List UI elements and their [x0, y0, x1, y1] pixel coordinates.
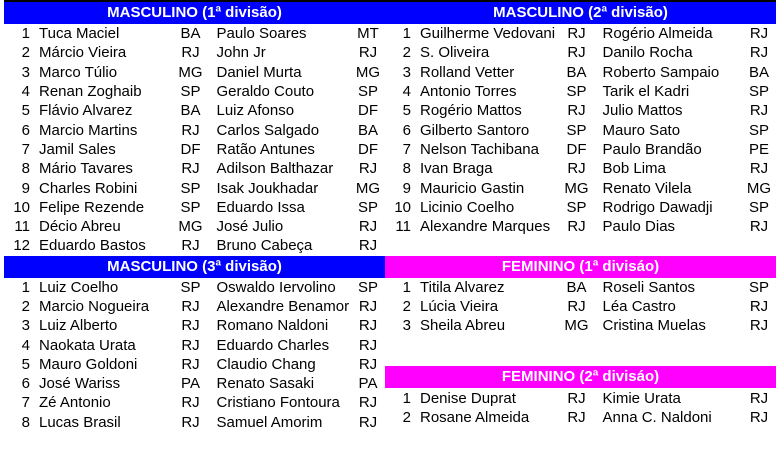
rank-number: 7 — [402, 140, 411, 158]
state-code: DF — [358, 140, 378, 158]
player-name: Oswaldo Iervolino — [216, 278, 336, 296]
player-name: S. Oliveira — [420, 44, 490, 62]
rank-number: 3 — [21, 63, 30, 81]
left-column — [4, 2, 385, 432]
player-name: Luiz Coelho — [39, 278, 119, 296]
state-code: RJ — [567, 408, 586, 426]
state-code: RJ — [567, 160, 586, 178]
state-code: RJ — [567, 44, 586, 62]
state-code: SP — [748, 83, 769, 101]
player-name: Titila Alvarez — [420, 278, 505, 296]
player-name: Roberto Sampaio — [602, 63, 720, 81]
state-code: PE — [748, 140, 769, 158]
rank-number: 5 — [402, 102, 411, 120]
player-row — [4, 413, 385, 432]
state-code: RJ — [749, 44, 769, 62]
section-rows-feminino-1 — [385, 278, 776, 336]
state-code: MG — [564, 317, 589, 335]
player-name: Charles Robini — [39, 179, 138, 197]
player-name: Daniel Murta — [216, 63, 302, 81]
player-name: Paulo Brandão — [602, 140, 702, 158]
player-name: Guilherme Vedovani — [420, 25, 556, 43]
state-code: BA — [566, 63, 587, 81]
state-code: RJ — [567, 25, 586, 43]
player-name: Flávio Alvarez — [39, 102, 133, 120]
state-code: BA — [566, 278, 587, 296]
player-name: Isak Joukhadar — [216, 179, 319, 197]
section-rows-masculino-2 — [385, 24, 776, 236]
player-name: Paulo Dias — [602, 218, 676, 236]
state-code: RJ — [181, 355, 200, 373]
player-row — [385, 101, 776, 120]
state-code: DF — [566, 140, 587, 158]
player-row — [4, 198, 385, 217]
player-row — [4, 82, 385, 101]
state-code: RJ — [358, 317, 378, 335]
rank-number: 8 — [21, 413, 30, 431]
player-row — [4, 43, 385, 62]
player-row — [385, 140, 776, 159]
rank-number: 1 — [402, 389, 411, 407]
state-code: RJ — [358, 218, 378, 236]
state-code: MG — [564, 179, 589, 197]
player-name: Renan Zoghaib — [39, 83, 142, 101]
player-name: Zé Antonio — [39, 394, 111, 412]
player-name: Mauricio Gastin — [420, 179, 525, 197]
state-code: MG — [355, 63, 381, 81]
state-code: RJ — [358, 160, 378, 178]
player-row — [4, 355, 385, 374]
player-name: Décio Abreu — [39, 218, 121, 236]
state-code: SP — [180, 278, 201, 296]
player-row — [4, 140, 385, 159]
state-code: RJ — [181, 44, 200, 62]
rank-number: 4 — [21, 83, 30, 101]
player-name: Renato Sasaki — [216, 375, 315, 393]
player-row — [4, 335, 385, 354]
state-code: RJ — [181, 298, 200, 315]
rank-number: 4 — [402, 83, 411, 101]
state-code: DF — [180, 140, 201, 158]
player-name: José Wariss — [39, 375, 121, 393]
rank-number: 1 — [402, 25, 411, 43]
player-name: Samuel Amorim — [216, 413, 323, 431]
state-code: RJ — [358, 336, 378, 354]
rank-number: 1 — [402, 278, 411, 296]
player-name: Mauro Sato — [602, 121, 681, 139]
player-row — [4, 24, 385, 43]
player-name: Léa Castro — [602, 298, 676, 315]
section-masculino-3 — [4, 256, 385, 432]
player-name: Márcio Vieira — [39, 44, 127, 62]
state-code: MG — [355, 179, 381, 197]
rank-number: 2 — [402, 408, 411, 426]
section-header-feminino-1: FEMININO (1ª divisáo) — [385, 256, 776, 278]
player-name: Paulo Soares — [216, 25, 307, 43]
section-rows-masculino-3 — [4, 278, 385, 432]
rank-number: 3 — [21, 317, 30, 335]
player-name: Tuca Maciel — [39, 25, 120, 43]
state-code: RJ — [358, 355, 378, 373]
rank-number: 9 — [402, 179, 411, 197]
state-code: RJ — [181, 317, 200, 335]
state-code: RJ — [749, 160, 769, 178]
rank-number: 7 — [21, 140, 30, 158]
state-code: RJ — [749, 25, 769, 43]
state-code: RJ — [358, 237, 378, 255]
section-feminino-1 — [385, 256, 776, 336]
player-row — [4, 101, 385, 120]
rank-number: 12 — [13, 237, 30, 255]
state-code: RJ — [749, 102, 769, 120]
rank-number: 5 — [21, 102, 30, 120]
state-code: SP — [357, 278, 378, 296]
rank-number: 2 — [21, 298, 30, 315]
section-header-masculino-1: MASCULINO (1ª divisão) — [4, 2, 385, 24]
player-name: Claudio Chang — [216, 355, 316, 373]
player-row — [4, 159, 385, 178]
player-name: Gilberto Santoro — [420, 121, 530, 139]
player-row — [385, 198, 776, 217]
state-code: SP — [566, 83, 587, 101]
rank-number: 11 — [14, 218, 30, 236]
player-name: Sheila Abreu — [420, 317, 506, 335]
player-name: Rogério Mattos — [420, 102, 522, 120]
player-row — [385, 43, 776, 62]
rank-number: 10 — [13, 198, 30, 216]
player-name: Cristiano Fontoura — [216, 394, 340, 412]
player-row — [385, 217, 776, 236]
rank-number: 10 — [394, 198, 411, 216]
state-code: SP — [748, 198, 769, 216]
player-name: Rosane Almeida — [420, 408, 530, 426]
player-name: Eduardo Issa — [216, 198, 305, 216]
player-name: Marcio Martins — [39, 121, 138, 139]
section-header-masculino-3: MASCULINO (3ª divisão) — [4, 256, 385, 278]
state-code: MG — [178, 63, 203, 81]
state-code: MT — [357, 25, 379, 43]
player-name: Felipe Rezende — [39, 198, 145, 216]
player-name: Ratão Antunes — [216, 140, 315, 158]
state-code: DF — [358, 102, 378, 120]
player-row — [385, 297, 776, 316]
player-name: Renato Vilela — [602, 179, 692, 197]
player-row — [385, 120, 776, 139]
state-code: PA — [358, 375, 378, 393]
state-code: RJ — [567, 102, 586, 120]
player-row — [385, 388, 776, 407]
player-name: Jamil Sales — [39, 140, 116, 158]
section-header-feminino-2: FEMININO (2ª divisáo) — [385, 366, 776, 388]
rank-number: 4 — [21, 336, 30, 354]
player-name: Mário Tavares — [39, 160, 133, 178]
player-name: Anna C. Naldoni — [602, 408, 712, 426]
player-row — [385, 63, 776, 82]
state-code: RJ — [358, 413, 378, 431]
state-code: RJ — [181, 237, 200, 255]
player-name: Kimie Urata — [602, 389, 681, 407]
rank-number: 1 — [21, 25, 30, 43]
section-masculino-2 — [385, 2, 776, 236]
player-name: Naokata Urata — [39, 336, 136, 354]
player-name: Alexandre Benamor — [216, 298, 350, 315]
state-code: SP — [748, 121, 769, 139]
rank-number: 2 — [21, 44, 30, 62]
rank-number: 3 — [402, 63, 411, 81]
player-name: Geraldo Couto — [216, 83, 315, 101]
section-masculino-1 — [4, 2, 385, 256]
state-code: SP — [180, 83, 201, 101]
state-code: RJ — [181, 336, 200, 354]
player-name: Licinio Coelho — [420, 198, 515, 216]
rank-number: 11 — [395, 218, 411, 236]
player-name: Roseli Santos — [602, 278, 696, 296]
state-code: MG — [746, 179, 772, 197]
section-gap-spacer — [385, 335, 776, 366]
state-code: RJ — [567, 298, 586, 315]
player-row — [4, 316, 385, 335]
player-name: Ivan Braga — [420, 160, 493, 178]
state-code: RJ — [749, 298, 769, 315]
state-code: BA — [357, 121, 378, 139]
state-code: MG — [178, 218, 203, 236]
player-name: Cristina Muelas — [602, 317, 706, 335]
rank-number: 6 — [21, 375, 30, 393]
player-name: Eduardo Bastos — [39, 237, 146, 255]
player-row — [4, 297, 385, 316]
state-code: RJ — [181, 121, 200, 139]
player-name: Denise Duprat — [420, 389, 516, 407]
player-row — [385, 408, 776, 427]
player-name: Bob Lima — [602, 160, 666, 178]
rank-number: 9 — [21, 179, 30, 197]
player-row — [4, 278, 385, 297]
player-name: Luiz Afonso — [216, 102, 295, 120]
rank-number: 3 — [402, 317, 411, 335]
state-code: RJ — [749, 389, 769, 407]
state-code: SP — [180, 198, 201, 216]
player-name: Nelson Tachibana — [420, 140, 539, 158]
player-name: Rogério Almeida — [602, 25, 713, 43]
state-code: SP — [180, 179, 201, 197]
section-feminino-2 — [385, 366, 776, 427]
rank-number: 6 — [21, 121, 30, 139]
state-code: RJ — [749, 218, 769, 236]
player-row — [4, 178, 385, 197]
state-code: RJ — [567, 389, 586, 407]
state-code: SP — [748, 278, 769, 296]
state-code: RJ — [181, 413, 200, 431]
player-row — [4, 63, 385, 82]
state-code: SP — [357, 198, 378, 216]
section-rows-masculino-1 — [4, 24, 385, 256]
state-code: RJ — [749, 317, 769, 335]
player-name: Lúcia Vieira — [420, 298, 499, 315]
rank-number: 8 — [21, 160, 30, 178]
player-name: Marco Túlio — [39, 63, 118, 81]
state-code: SP — [357, 83, 378, 101]
player-name: Luiz Alberto — [39, 317, 118, 335]
player-row — [4, 236, 385, 255]
player-name: Alexandre Marques — [420, 218, 551, 236]
player-name: Rolland Vetter — [420, 63, 515, 81]
rank-number: 2 — [402, 44, 411, 62]
table-columns — [4, 2, 776, 432]
state-code: RJ — [358, 394, 378, 412]
player-name: Romano Naldoni — [216, 317, 329, 335]
player-row — [385, 24, 776, 43]
state-code: RJ — [749, 408, 769, 426]
player-name: Julio Mattos — [602, 102, 683, 120]
state-code: RJ — [358, 44, 378, 62]
rank-number: 7 — [21, 394, 30, 412]
state-code: RJ — [181, 394, 200, 412]
rank-number: 2 — [402, 298, 411, 315]
rank-number: 1 — [21, 278, 30, 296]
player-name: Adilson Balthazar — [216, 160, 334, 178]
player-name: John Jr — [216, 44, 266, 62]
state-code: BA — [180, 25, 201, 43]
player-row — [385, 316, 776, 335]
player-row — [385, 278, 776, 297]
player-row — [4, 393, 385, 412]
state-code: RJ — [567, 218, 586, 236]
player-name: Mauro Goldoni — [39, 355, 138, 373]
state-code: BA — [180, 102, 201, 120]
player-name: Carlos Salgado — [216, 121, 320, 139]
player-name: Bruno Cabeça — [216, 237, 313, 255]
state-code: SP — [566, 121, 587, 139]
player-name: Tarik el Kadri — [602, 83, 690, 101]
state-code: RJ — [181, 160, 200, 178]
section-rows-feminino-2 — [385, 388, 776, 427]
player-name: Antonio Torres — [420, 83, 517, 101]
player-name: Lucas Brasil — [39, 413, 121, 431]
empty-row-spacer — [385, 236, 776, 255]
state-code: BA — [748, 63, 769, 81]
rank-number: 8 — [402, 160, 411, 178]
section-header-masculino-2: MASCULINO (2ª divisão) — [385, 2, 776, 24]
player-name: José Julio — [216, 218, 284, 236]
right-column — [385, 2, 776, 432]
player-row — [4, 374, 385, 393]
player-row — [4, 120, 385, 139]
player-row — [385, 82, 776, 101]
player-name: Eduardo Charles — [216, 336, 330, 354]
player-name: Rodrigo Dawadji — [602, 198, 713, 216]
player-row — [385, 159, 776, 178]
player-row — [4, 217, 385, 236]
player-name: Danilo Rocha — [602, 44, 693, 62]
rank-number: 5 — [21, 355, 30, 373]
player-row — [385, 178, 776, 197]
player-name: Marcio Nogueira — [39, 298, 150, 315]
rank-number: 6 — [402, 121, 411, 139]
state-code: RJ — [358, 298, 378, 315]
state-code: PA — [181, 375, 200, 393]
state-code: SP — [566, 198, 587, 216]
